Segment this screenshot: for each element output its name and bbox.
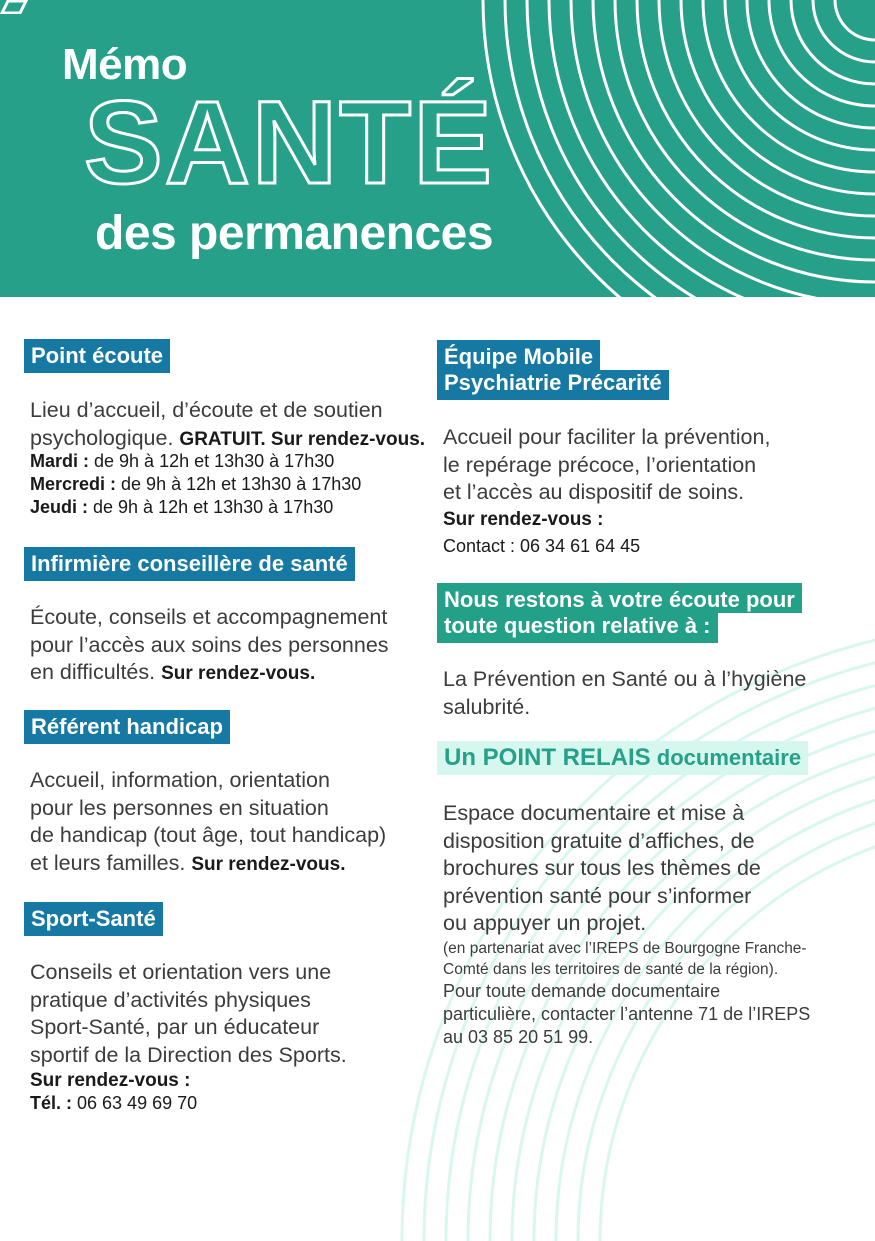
text-line: psychologique. GRATUIT. Sur rendez-vous. [30, 425, 426, 450]
sante-title: SANTÉ [84, 77, 494, 209]
text-line: ou appuyer un projet. [443, 911, 647, 935]
hours-list [30, 450, 425, 519]
text-line: disposition gratuite d’affiches, de [443, 828, 755, 853]
header-subtitle: des permanences [95, 207, 494, 260]
ecoute-text [443, 666, 806, 721]
text-line: salubrité. [443, 694, 531, 719]
text-line: pour l’accès aux soins des personnes [30, 632, 389, 657]
text-line: particulière, contacter l’antenne 71 de l’IREPS [443, 1003, 811, 1024]
text-line: Lieu d’accueil, d’écoute et de soutien [30, 398, 383, 422]
hours-row: Mercredi : de 9h à 12h et 13h30 à 17h30 [30, 474, 362, 494]
text-line: brochures sur tous les thèmes de [443, 856, 761, 880]
point-relais-title: Un POINT RELAIS documentaire [437, 741, 808, 775]
text-line: Pour toute demande documentaire [443, 980, 721, 1001]
text-line: le repérage précoce, l’orientation [443, 452, 757, 477]
note-line: (en partenariat avec l’IREPS de Bourgogne Franche- [443, 939, 807, 957]
ecoute-title-line2: toute question relative à : [437, 613, 718, 643]
equipe-mobile-text [443, 424, 770, 559]
sport-sante-text [30, 959, 347, 1115]
text-line: au 03 85 20 51 99. [443, 1026, 594, 1047]
equipe-mobile-title-line2: Psychiatrie Précarité [437, 370, 669, 400]
memo-label: Mémo [62, 40, 188, 89]
point-ecoute-title: Point écoute [24, 339, 170, 373]
text-line: et l’accès au dispositif de soins. [443, 480, 745, 504]
text-line: Écoute, conseils et accompagnement [30, 605, 388, 629]
text-line: pratique d’activités physiques [30, 987, 311, 1012]
point-relais-text [443, 800, 810, 1049]
rdv-label: Sur rendez-vous : [30, 1070, 191, 1091]
infirmiere-title: Infirmière conseillère de santé [24, 547, 355, 581]
rdv-label: Sur rendez-vous : [443, 508, 604, 530]
text-line: Accueil pour faciliter la prévention, [443, 425, 771, 449]
handicap-title: Référent handicap [24, 710, 230, 744]
note-line: Comté dans les territoires de santé de la région). [443, 960, 779, 978]
point-ecoute-text [30, 397, 425, 519]
text-line: La Prévention en Santé ou à l’hygiène [443, 667, 807, 691]
infirmiere-text [30, 604, 389, 688]
text-line: sportif de la Direction des Sports. [30, 1042, 347, 1067]
text-line: pour les personnes en situation [30, 795, 329, 820]
sport-sante-title: Sport-Santé [24, 902, 163, 936]
text-line: de handicap (tout âge, tout handicap) [30, 823, 387, 847]
text-line: et leurs familles. Sur rendez-vous. [30, 850, 346, 875]
ecoute-title-line1: Nous restons à votre écoute pour [437, 583, 802, 613]
hours-row: Jeudi : de 9h à 12h et 13h30 à 17h30 [30, 497, 334, 517]
text-line: Sport-Santé, par un éducateur [30, 1015, 320, 1039]
contact-line: Contact : 06 34 61 64 45 [443, 535, 641, 556]
text-line: prévention santé pour s’informer [443, 883, 752, 908]
phone-line: Tél. : 06 63 49 69 70 [30, 1093, 198, 1113]
text-line: en difficultés. Sur rendez-vous. [30, 660, 316, 684]
text-line: Accueil, information, orientation [30, 768, 330, 792]
text-line: Espace documentaire et mise à [443, 801, 745, 825]
handicap-text [30, 767, 386, 878]
hours-row: Mardi : de 9h à 12h et 13h30 à 17h30 [30, 451, 335, 471]
text-line: Conseils et orientation vers une [30, 960, 332, 984]
equipe-mobile-title-line1: Équipe Mobile [437, 340, 600, 370]
